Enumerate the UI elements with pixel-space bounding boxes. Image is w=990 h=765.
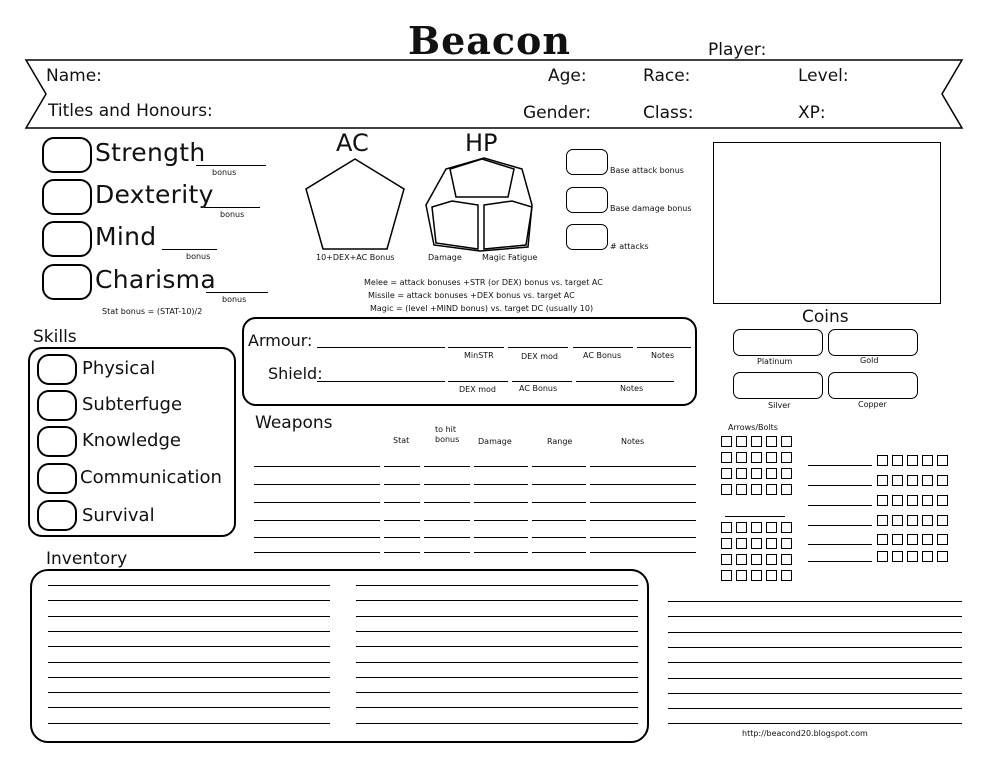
inventory-line[interactable] [668, 693, 962, 694]
ammo-checkbox[interactable] [937, 534, 948, 545]
ammo-checkbox[interactable] [937, 455, 948, 466]
ammo-checkbox[interactable] [736, 452, 747, 463]
dexterity-bonus-label: bonus [220, 210, 245, 219]
weapon-row-line[interactable] [474, 552, 528, 553]
ammo-type-line[interactable] [808, 561, 872, 562]
skill-physical-box[interactable] [37, 354, 77, 385]
weapon-row-line[interactable] [532, 466, 586, 467]
ammo-checkbox[interactable] [781, 452, 792, 463]
class-label: Class: [643, 103, 694, 123]
xp-label: XP: [798, 103, 826, 123]
weapons-col-tohit: to hit bonus [435, 425, 460, 444]
ammo-type-line[interactable] [808, 485, 872, 486]
dexterity-label: Dexterity [95, 180, 214, 209]
charisma-score-box[interactable] [42, 264, 92, 300]
skill-subterfuge-box[interactable] [37, 390, 77, 421]
level-label: Level: [798, 66, 849, 86]
ammo-checkbox[interactable] [751, 436, 762, 447]
weapon-row-line[interactable] [384, 466, 420, 467]
ammo-checkbox[interactable] [751, 554, 762, 565]
ammo-checkbox[interactable] [781, 570, 792, 581]
charisma-bonus-line [206, 292, 268, 293]
inventory-line[interactable] [356, 616, 638, 617]
ammo-checkbox[interactable] [781, 554, 792, 565]
weapon-row-line[interactable] [590, 502, 696, 503]
ammo-checkbox[interactable] [721, 468, 732, 479]
inventory-line[interactable] [48, 677, 330, 678]
armour-acbonus-line[interactable] [573, 347, 633, 348]
skill-knowledge-label: Knowledge [82, 430, 181, 451]
armour-notes-line[interactable] [637, 347, 691, 348]
ammo-checkbox[interactable] [907, 495, 918, 506]
weapon-row-line[interactable] [384, 552, 420, 553]
weapon-row-line[interactable] [532, 537, 586, 538]
ammo-checkbox[interactable] [892, 515, 903, 526]
weapon-row-line[interactable] [590, 552, 696, 553]
age-label: Age: [548, 66, 587, 86]
ammo-checkbox[interactable] [781, 484, 792, 495]
ammo-checkbox[interactable] [877, 515, 888, 526]
weapon-row-line[interactable] [254, 537, 380, 538]
strength-bonus-line [196, 165, 266, 166]
coin-silver-label: Silver [768, 401, 791, 410]
mind-bonus-label: bonus [186, 252, 211, 261]
armour-dexmod-line[interactable] [508, 347, 568, 348]
attacks-box[interactable] [566, 224, 608, 250]
ammo-checkbox[interactable] [766, 452, 777, 463]
inventory-line[interactable] [356, 631, 638, 632]
inventory-line[interactable] [356, 585, 638, 586]
weapon-row-line[interactable] [424, 502, 470, 503]
hp-damage-label: Damage [428, 253, 462, 262]
ammo-checkbox[interactable] [736, 570, 747, 581]
melee-rule: Melee = attack bonuses +STR (or DEX) bonus vs. target AC [364, 278, 603, 287]
weapon-row-line[interactable] [384, 537, 420, 538]
ammo-checkbox[interactable] [907, 475, 918, 486]
ammo-checkbox[interactable] [877, 551, 888, 562]
ammo-checkbox[interactable] [907, 551, 918, 562]
strength-score-box[interactable] [42, 137, 92, 173]
skill-survival-label: Survival [82, 505, 155, 526]
weapon-row-line[interactable] [532, 552, 586, 553]
coin-copper-box[interactable] [828, 372, 918, 399]
hp-fatigue-label: Magic Fatigue [482, 253, 538, 262]
base-attack-label: Base attack bonus [610, 166, 684, 175]
missile-rule: Missile = attack bonuses +DEX bonus vs. target AC [368, 291, 575, 300]
base-damage-label: Base damage bonus [610, 204, 692, 213]
weapon-row-line[interactable] [424, 484, 470, 485]
charisma-bonus-label: bonus [222, 295, 247, 304]
ammo-checkbox[interactable] [937, 515, 948, 526]
ammo-checkbox[interactable] [877, 534, 888, 545]
armour-dexmod-label: DEX mod [521, 352, 559, 361]
weapon-row-line[interactable] [384, 502, 420, 503]
weapon-row-line[interactable] [424, 466, 470, 467]
inventory-line[interactable] [356, 600, 638, 601]
weapon-row-line[interactable] [474, 502, 528, 503]
weapon-row-line[interactable] [254, 520, 380, 521]
gender-label: Gender: [523, 103, 592, 123]
weapon-row-line[interactable] [532, 520, 586, 521]
ammo-type-line[interactable] [808, 544, 872, 545]
coin-gold-box[interactable] [828, 329, 918, 356]
ammo-checkbox[interactable] [766, 522, 777, 533]
stat-bonus-formula: Stat bonus = (STAT-10)/2 [102, 307, 203, 316]
footer-url: http://beacond20.blogspot.com [742, 729, 868, 738]
portrait-box[interactable] [713, 142, 941, 304]
armour-notes-label: Notes [651, 351, 675, 360]
weapons-title: Weapons [255, 413, 333, 433]
coins-title: Coins [802, 307, 849, 327]
ammo-checkbox[interactable] [721, 522, 732, 533]
ammo-checkbox[interactable] [922, 551, 933, 562]
mind-bonus-line [162, 249, 217, 250]
ammo-checkbox[interactable] [907, 515, 918, 526]
ammo-checkbox[interactable] [922, 455, 933, 466]
name-label: Name: [46, 66, 102, 86]
skill-subterfuge-label: Subterfuge [82, 394, 183, 415]
ammo-checkbox[interactable] [721, 452, 732, 463]
base-damage-box[interactable] [566, 187, 608, 213]
weapon-row-line[interactable] [474, 484, 528, 485]
ammo-checkbox[interactable] [922, 475, 933, 486]
strength-bonus-label: bonus [212, 168, 237, 177]
ammo-checkbox[interactable] [766, 484, 777, 495]
inventory-line[interactable] [48, 662, 330, 663]
strength-label: Strength [95, 138, 206, 167]
weapons-col-range: Range [547, 437, 573, 446]
inventory-line[interactable] [668, 632, 962, 633]
coin-gold-label: Gold [860, 356, 879, 365]
player-label: Player: [708, 40, 767, 60]
shield-acbonus-line[interactable] [512, 381, 572, 382]
weapons-col-damage: Damage [478, 437, 512, 446]
inventory-line[interactable] [48, 631, 330, 632]
inventory-line[interactable] [668, 616, 962, 617]
magic-rule: Magic = (level +MIND bonus) vs. target DC (usually 10) [370, 304, 594, 313]
ammo-checkbox[interactable] [736, 436, 747, 447]
weapon-row-line[interactable] [474, 520, 528, 521]
shield-acbonus-label: AC Bonus [519, 384, 558, 393]
inventory-line[interactable] [48, 707, 330, 708]
inventory-line[interactable] [356, 723, 638, 724]
weapon-row-line[interactable] [384, 484, 420, 485]
race-label: Race: [643, 66, 691, 86]
weapon-row-line[interactable] [590, 466, 696, 467]
ammo-checkbox[interactable] [766, 436, 777, 447]
armour-acbonus-label: AC Bonus [583, 351, 622, 360]
ammo-checkbox[interactable] [721, 538, 732, 549]
base-attack-box[interactable] [566, 149, 608, 175]
inventory-line[interactable] [48, 723, 330, 724]
ammo-checkbox[interactable] [937, 495, 948, 506]
ac-pentagon[interactable] [300, 155, 410, 255]
shield-notes-line[interactable] [576, 381, 674, 382]
weapon-row-line[interactable] [254, 502, 380, 503]
ammo-checkbox[interactable] [907, 534, 918, 545]
ammo-checkbox[interactable] [721, 554, 732, 565]
ammo-checkbox[interactable] [721, 570, 732, 581]
weapon-row-line[interactable] [424, 520, 470, 521]
inventory-line[interactable] [668, 708, 962, 709]
ammo-checkbox[interactable] [766, 570, 777, 581]
ammo-checkbox[interactable] [736, 468, 747, 479]
weapon-row-line[interactable] [590, 537, 696, 538]
ammo-checkbox[interactable] [766, 554, 777, 565]
coin-silver-box[interactable] [733, 372, 823, 399]
ammo-checkbox[interactable] [766, 468, 777, 479]
titles-label: Titles and Honours: [48, 101, 213, 121]
inventory-line[interactable] [48, 585, 330, 586]
skill-physical-label: Physical [82, 358, 156, 379]
inventory-line[interactable] [48, 692, 330, 693]
weapon-row-line[interactable] [532, 502, 586, 503]
weapon-row-line[interactable] [590, 520, 696, 521]
ammo-checkbox[interactable] [751, 484, 762, 495]
ammo-checkbox[interactable] [751, 538, 762, 549]
armour-name-line[interactable] [317, 347, 445, 348]
inventory-line[interactable] [48, 600, 330, 601]
mind-score-box[interactable] [42, 221, 92, 257]
inventory-line[interactable] [356, 707, 638, 708]
weapon-row-line[interactable] [474, 537, 528, 538]
skill-communication-box[interactable] [37, 463, 77, 494]
skill-survival-box[interactable] [37, 500, 77, 531]
shield-dexmod-line[interactable] [448, 381, 508, 382]
ammo-checkbox[interactable] [922, 534, 933, 545]
ammo-checkbox[interactable] [892, 551, 903, 562]
weapon-row-line[interactable] [590, 484, 696, 485]
shield-notes-label: Notes [620, 384, 644, 393]
attacks-label: # attacks [610, 242, 649, 251]
weapons-col-stat: Stat [393, 436, 410, 445]
inventory-line[interactable] [48, 646, 330, 647]
ammo-checkbox[interactable] [922, 515, 933, 526]
ammo-checkbox[interactable] [781, 538, 792, 549]
coin-copper-label: Copper [858, 400, 887, 409]
ammo-checkbox[interactable] [892, 534, 903, 545]
coin-platinum-label: Platinum [757, 357, 793, 366]
ammo-checkbox[interactable] [736, 554, 747, 565]
charisma-label: Charisma [95, 265, 216, 294]
ammo-checkbox[interactable] [736, 538, 747, 549]
ammo-checkbox[interactable] [781, 468, 792, 479]
ammo-checkbox[interactable] [877, 495, 888, 506]
inventory-line[interactable] [356, 677, 638, 678]
ammo-checkbox[interactable] [937, 551, 948, 562]
shield-name-line[interactable] [317, 381, 445, 382]
ammo-checkbox[interactable] [751, 452, 762, 463]
inventory-line[interactable] [48, 616, 330, 617]
weapon-row-line[interactable] [254, 466, 380, 467]
ammo-checkbox[interactable] [781, 436, 792, 447]
inventory-line[interactable] [668, 662, 962, 663]
ammo-checkbox[interactable] [751, 522, 762, 533]
shield-label: Shield: [268, 364, 323, 383]
hp-title: HP [465, 129, 498, 157]
ammo-checkbox[interactable] [937, 475, 948, 486]
ammo-checkbox[interactable] [721, 436, 732, 447]
ammo-type-line[interactable] [808, 465, 872, 466]
ammo-checkbox[interactable] [721, 484, 732, 495]
armour-label: Armour: [248, 331, 313, 350]
ammo-type-line[interactable] [808, 505, 872, 506]
inventory-line[interactable] [668, 723, 962, 724]
ac-caption: 10+DEX+AC Bonus [316, 253, 395, 262]
inventory-title: Inventory [46, 549, 128, 569]
ammo-checkbox[interactable] [877, 475, 888, 486]
weapon-row-line[interactable] [474, 466, 528, 467]
inventory-line[interactable] [356, 662, 638, 663]
dexterity-score-box[interactable] [42, 179, 92, 215]
weapon-row-line[interactable] [254, 552, 380, 553]
ammo-checkbox[interactable] [922, 495, 933, 506]
armour-minstr-line[interactable] [448, 347, 504, 348]
inventory-line[interactable] [668, 678, 962, 679]
inventory-line[interactable] [356, 692, 638, 693]
ammo-title: Arrows/Bolts [728, 423, 778, 432]
skill-communication-label: Communication [80, 467, 222, 488]
ammo-checkbox[interactable] [877, 455, 888, 466]
weapon-row-line[interactable] [384, 520, 420, 521]
ammo-checkbox[interactable] [751, 570, 762, 581]
inventory-line[interactable] [668, 601, 962, 602]
skill-knowledge-box[interactable] [37, 426, 77, 457]
ammo-checkbox[interactable] [781, 522, 792, 533]
inventory-line[interactable] [356, 646, 638, 647]
ammo-checkbox[interactable] [907, 455, 918, 466]
inventory-panel [30, 569, 649, 743]
sheet-title: Beacon [408, 18, 572, 63]
ammo-checkbox[interactable] [892, 475, 903, 486]
ammo-checkbox[interactable] [736, 484, 747, 495]
weapon-row-line[interactable] [254, 484, 380, 485]
dexterity-bonus-line [204, 207, 260, 208]
inventory-line[interactable] [668, 647, 962, 648]
ac-title: AC [336, 129, 369, 157]
weapon-row-line[interactable] [424, 537, 470, 538]
mind-label: Mind [95, 222, 157, 251]
ammo-type-line[interactable] [808, 525, 872, 526]
ammo-checkbox[interactable] [766, 538, 777, 549]
weapon-row-line[interactable] [424, 552, 470, 553]
ammo-checkbox[interactable] [736, 522, 747, 533]
ammo-checkbox[interactable] [892, 455, 903, 466]
shield-dexmod-label: DEX mod [459, 385, 497, 394]
armour-minstr-label: MinSTR [464, 351, 494, 360]
ammo-type-line[interactable] [725, 516, 785, 517]
coin-platinum-box[interactable] [733, 329, 823, 356]
ammo-checkbox[interactable] [751, 468, 762, 479]
hp-pentagon[interactable] [420, 155, 550, 255]
skills-title: Skills [33, 327, 77, 347]
weapons-col-notes: Notes [621, 437, 645, 446]
weapon-row-line[interactable] [532, 484, 586, 485]
ammo-checkbox[interactable] [892, 495, 903, 506]
